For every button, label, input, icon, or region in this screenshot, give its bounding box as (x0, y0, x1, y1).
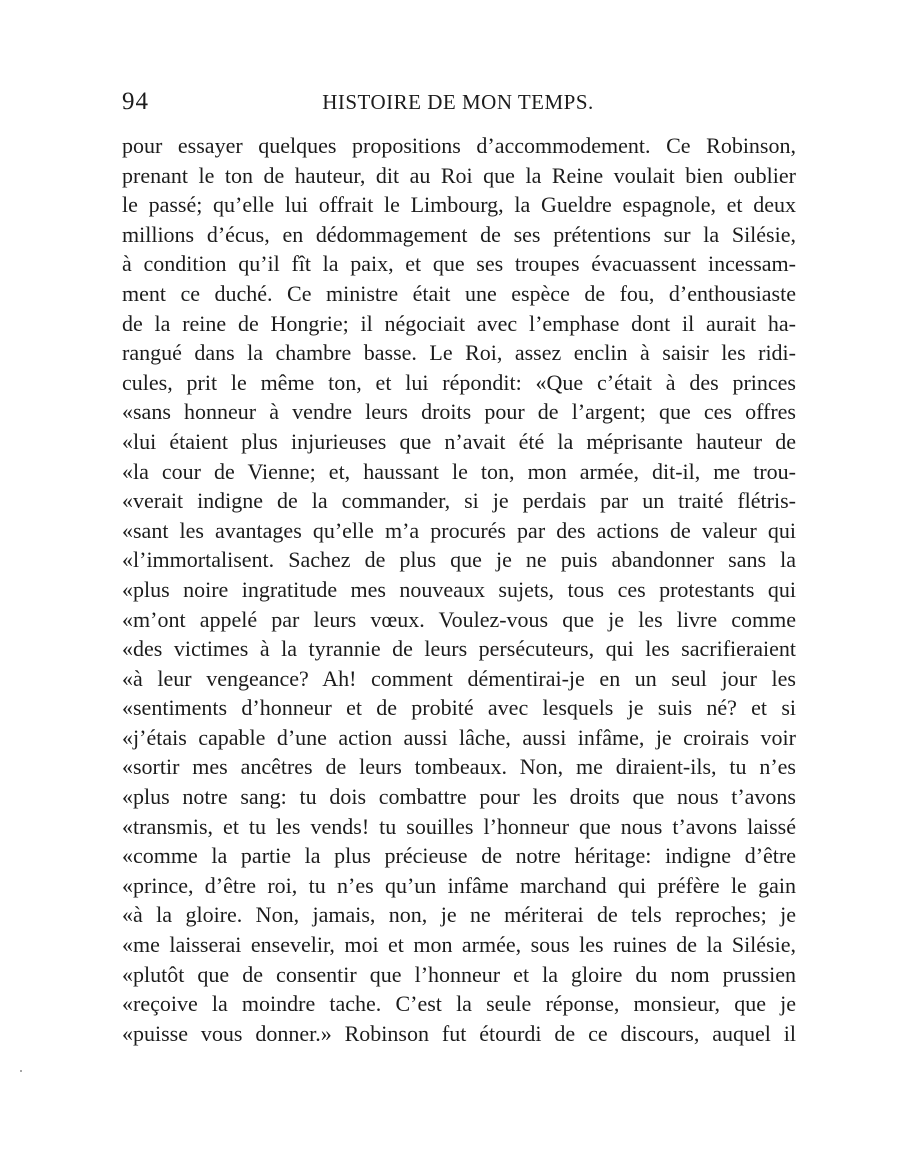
text-line: «sant les avantages qu’elle m’a procurés par des actions de valeur qui (122, 517, 796, 543)
text-line: «des victimes à la tyrannie de leurs persécuteurs, qui les sacrifieraient (122, 636, 796, 662)
text-line: «sortir mes ancêtres de leurs tombeaux. Non, me diraient-ils, tu n’es (122, 754, 796, 780)
running-title: HISTOIRE DE MON TEMPS. (322, 90, 594, 114)
text-line: «à leur vengeance? Ah! comment démentirai-je en un seul jour les (122, 665, 796, 691)
text-line: «reçoive la moindre tache. C’est la seule réponse, monsieur, que je (122, 991, 796, 1017)
paper-speck (20, 1070, 22, 1072)
text-line: pour essayer quelques propositions d’accommodement. Ce Robinson, (122, 133, 796, 158)
text-line: «comme la partie la plus précieuse de notre héritage: indigne d’être (122, 843, 796, 869)
text-line: rangué dans la chambre basse. Le Roi, assez enclin à saisir les ridi- (122, 340, 796, 366)
text-line: «prince, d’être roi, tu n’es qu’un infâme marchand qui préfère le gain (122, 872, 796, 898)
page-number: 94 (122, 88, 149, 115)
text-line: «plus notre sang: tu dois combattre pour les droits que nous t’avons (122, 784, 796, 810)
text-line: millions d’écus, en dédommagement de ses prétentions sur la Silésie, (122, 221, 796, 247)
text-line: «verait indigne de la commander, si je perdais par un traité flétris- (122, 488, 796, 514)
page-header (122, 88, 794, 122)
body-text (122, 131, 796, 1048)
text-line: «à la gloire. Non, jamais, non, je ne mériterai de tels reproches; je (122, 902, 796, 928)
text-line: «puisse vous donner.» Robinson fut étourdi de ce discours, auquel il (122, 1020, 796, 1046)
text-line: cules, prit le même ton, et lui répondit: «Que c’était à des princes (122, 369, 796, 395)
text-line: ment ce duché. Ce ministre était une espèce de fou, d’enthousiaste (122, 280, 796, 306)
text-line: «plutôt que de consentir que l’honneur et la gloire du nom prussien (122, 961, 796, 987)
text-line: «me laisserai ensevelir, moi et mon armée, sous les ruines de la Silésie, (122, 932, 796, 958)
text-line: «j’étais capable d’une action aussi lâche, aussi infâme, je croirais voir (122, 724, 796, 750)
text-line: «sentiments d’honneur et de probité avec lesquels je suis né? et si (122, 695, 796, 721)
text-line: «l’immortalisent. Sachez de plus que je ne puis abandonner sans la (122, 547, 796, 573)
text-line: «la cour de Vienne; et, haussant le ton, mon armée, dit-il, me trou- (122, 458, 796, 484)
text-line: à condition qu’il fît la paix, et que ses troupes évacuassent incessam- (122, 251, 796, 277)
text-line: prenant le ton de hauteur, dit au Roi que la Reine voulait bien oublier (122, 162, 796, 188)
text-line: «m’ont appelé par leurs vœux. Voulez-vous que je les livre comme (122, 606, 796, 632)
text-line: «plus noire ingratitude mes nouveaux sujets, tous ces protestants qui (122, 576, 796, 602)
text-line: «transmis, et tu les vends! tu souilles l’honneur que nous t’avons laissé (122, 813, 796, 839)
text-line: «lui étaient plus injurieuses que n’avait été la méprisante hauteur de (122, 428, 796, 454)
text-line: de la reine de Hongrie; il négociait avec l’emphase dont il aurait ha- (122, 310, 796, 336)
text-line: le passé; qu’elle lui offrait le Limbourg, la Gueldre espagnole, et deux (122, 192, 796, 218)
text-line: «sans honneur à vendre leurs droits pour de l’argent; que ces offres (122, 399, 796, 425)
